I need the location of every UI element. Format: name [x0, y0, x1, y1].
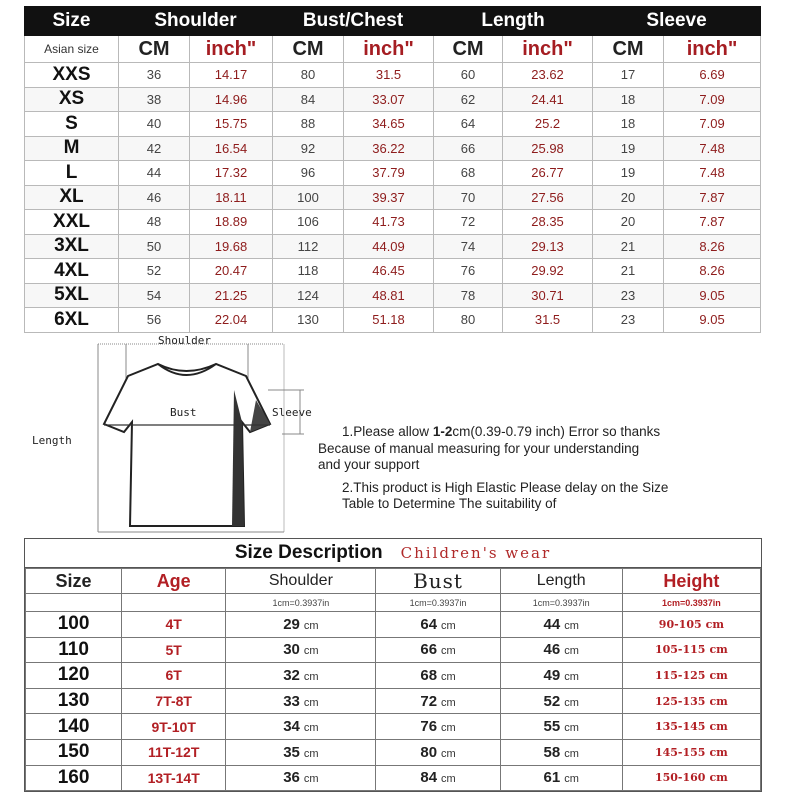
cell-shoulder-in: 22.04	[190, 308, 273, 333]
kids-bust	[376, 637, 500, 663]
kids-shoulder-value: 34	[283, 718, 300, 736]
size-label: 4XL	[25, 259, 119, 284]
cell-shoulder-in: 14.96	[190, 87, 273, 112]
kids-shoulder-unit: cm	[303, 670, 319, 683]
cell-bust-cm: 106	[273, 210, 344, 235]
cell-sleeve-cm: 18	[593, 112, 664, 137]
cell-bust-in: 48.81	[344, 283, 434, 308]
cell-sleeve-cm: 19	[593, 161, 664, 186]
unit-inch: inch"	[190, 36, 273, 63]
cell-bust-in: 46.45	[344, 259, 434, 284]
cell-bust-in: 51.18	[344, 308, 434, 333]
kids-length-value: 46	[543, 641, 561, 659]
kids-size	[26, 765, 122, 791]
kids-height-unit: cm	[709, 643, 728, 657]
size-row	[25, 185, 761, 210]
kids-age-value: 5T	[165, 641, 182, 658]
kids-header-bust: Bust	[376, 569, 500, 594]
adult-table-units	[25, 36, 761, 63]
cell-shoulder-cm: 42	[119, 136, 190, 161]
unit-cm: CM	[593, 36, 664, 63]
cell-shoulder-in: 21.25	[190, 283, 273, 308]
kids-height-value: 125-135	[654, 694, 706, 708]
cell-shoulder-in: 17.32	[190, 161, 273, 186]
kids-height	[622, 688, 760, 714]
cell-length-in: 25.98	[503, 136, 593, 161]
kids-height-unit: cm	[709, 668, 728, 682]
kids-age-value: 4T	[165, 616, 182, 633]
cell-sleeve-cm: 21	[593, 259, 664, 284]
cell-length-in: 28.35	[503, 210, 593, 235]
kids-size-value: 160	[57, 766, 90, 788]
kids-age-value: 13T-14T	[147, 769, 200, 786]
kids-size	[26, 637, 122, 663]
cell-sleeve-in: 8.26	[664, 259, 761, 284]
cell-length-in: 24.41	[503, 87, 593, 112]
adult-table-header	[25, 7, 761, 36]
cell-sleeve-cm: 23	[593, 283, 664, 308]
cell-length-in: 31.5	[503, 308, 593, 333]
kids-age-value: 9T-10T	[151, 718, 196, 735]
cell-bust-cm: 124	[273, 283, 344, 308]
note-1-post: cm(0.39-0.79 inch) Error so thanks	[452, 424, 661, 439]
cell-bust-cm: 100	[273, 185, 344, 210]
kids-size-value: 130	[57, 690, 90, 712]
unit-inch: inch"	[503, 36, 593, 63]
kids-bust-value: 84	[420, 769, 438, 787]
size-row	[25, 259, 761, 284]
size-row	[25, 87, 761, 112]
size-row	[25, 136, 761, 161]
cell-bust-cm: 112	[273, 234, 344, 259]
cell-bust-cm: 88	[273, 112, 344, 137]
kids-shoulder-unit: cm	[303, 747, 319, 760]
size-row	[25, 283, 761, 308]
kids-length	[500, 637, 622, 663]
cell-sleeve-cm: 20	[593, 185, 664, 210]
cell-bust-in: 31.5	[344, 63, 434, 88]
kids-age	[122, 612, 226, 638]
cell-shoulder-cm: 52	[119, 259, 190, 284]
kids-bust	[376, 765, 500, 791]
kids-length	[500, 739, 622, 765]
kids-bust	[376, 612, 500, 638]
header-bust: Bust/Chest	[273, 7, 434, 36]
kids-conv-height: 1cm=0.3937in	[622, 594, 760, 612]
cell-length-cm: 60	[434, 63, 503, 88]
size-row	[25, 161, 761, 186]
kids-header-age: Age	[122, 569, 226, 594]
size-row	[25, 210, 761, 235]
kids-size-row	[26, 714, 761, 740]
kids-length-value: 52	[543, 692, 561, 710]
kids-age	[122, 765, 226, 791]
kids-height	[622, 637, 760, 663]
cell-sleeve-in: 7.87	[664, 185, 761, 210]
kids-shoulder-value: 33	[283, 692, 300, 710]
cell-length-cm: 76	[434, 259, 503, 284]
cell-sleeve-in: 9.05	[664, 283, 761, 308]
kids-length-value: 44	[543, 615, 561, 633]
kids-height-unit: cm	[705, 617, 724, 631]
size-label: XS	[25, 87, 119, 112]
kids-height-unit: cm	[709, 771, 728, 785]
kids-age	[122, 714, 226, 740]
kids-bust-unit: cm	[441, 645, 456, 658]
kids-shoulder-unit: cm	[303, 619, 319, 632]
kids-length	[500, 765, 622, 791]
kids-height-unit: cm	[709, 720, 728, 734]
size-label: 3XL	[25, 234, 119, 259]
kids-height-value: 135-145	[654, 720, 706, 734]
cell-sleeve-in: 7.09	[664, 87, 761, 112]
size-label: XXS	[25, 63, 119, 88]
cell-length-in: 23.62	[503, 63, 593, 88]
children-table-title	[25, 539, 761, 568]
kids-shoulder	[226, 714, 376, 740]
kids-shoulder	[226, 612, 376, 638]
cell-shoulder-in: 18.11	[190, 185, 273, 210]
kids-shoulder-value: 29	[283, 615, 300, 633]
kids-age-value: 11T-12T	[148, 744, 200, 761]
cell-sleeve-in: 6.69	[664, 63, 761, 88]
cell-bust-in: 44.09	[344, 234, 434, 259]
size-label: S	[25, 112, 119, 137]
kids-bust-value: 68	[420, 666, 438, 684]
size-label: M	[25, 136, 119, 161]
kids-size-row	[26, 637, 761, 663]
diagram-bust-label: Bust	[170, 406, 197, 419]
kids-size	[26, 612, 122, 638]
size-row	[25, 63, 761, 88]
kids-conv-bust: 1cm=0.3937in	[376, 594, 500, 612]
unit-cm: CM	[273, 36, 344, 63]
kids-shoulder	[226, 663, 376, 689]
cell-length-in: 26.77	[503, 161, 593, 186]
kids-length-unit: cm	[564, 722, 579, 735]
cell-sleeve-in: 8.26	[664, 234, 761, 259]
cell-shoulder-cm: 50	[119, 234, 190, 259]
cell-shoulder-cm: 56	[119, 308, 190, 333]
cell-sleeve-cm: 17	[593, 63, 664, 88]
kids-age	[122, 688, 226, 714]
kids-size-value: 100	[57, 613, 90, 635]
childrens-wear-subtitle: Children's wear	[400, 544, 552, 562]
kids-shoulder-unit: cm	[303, 773, 319, 786]
kids-header-shoulder: Shoulder	[226, 569, 376, 594]
kids-height	[622, 739, 760, 765]
size-row	[25, 112, 761, 137]
kids-size-row	[26, 612, 761, 638]
cell-length-in: 27.56	[503, 185, 593, 210]
diagram-sleeve-label: Sleeve	[272, 406, 312, 419]
header-sleeve: Sleeve	[593, 7, 761, 36]
cell-bust-cm: 84	[273, 87, 344, 112]
children-table-conversion-row	[26, 594, 761, 612]
cell-length-cm: 64	[434, 112, 503, 137]
kids-length-unit: cm	[564, 747, 579, 760]
cell-bust-in: 34.65	[344, 112, 434, 137]
kids-age-value: 7T-8T	[155, 693, 192, 710]
kids-height-value: 105-115	[654, 643, 706, 657]
kids-length-unit: cm	[564, 696, 579, 709]
size-label: L	[25, 161, 119, 186]
header-length: Length	[434, 7, 593, 36]
cell-sleeve-cm: 18	[593, 87, 664, 112]
kids-shoulder-value: 30	[283, 641, 300, 659]
unit-inch: inch"	[344, 36, 434, 63]
cell-shoulder-cm: 40	[119, 112, 190, 137]
cell-bust-in: 41.73	[344, 210, 434, 235]
size-notes	[318, 424, 778, 513]
kids-size	[26, 739, 122, 765]
kids-length	[500, 663, 622, 689]
cell-length-in: 29.13	[503, 234, 593, 259]
cell-sleeve-in: 7.48	[664, 136, 761, 161]
cell-bust-cm: 80	[273, 63, 344, 88]
kids-header-length: Length	[500, 569, 622, 594]
tshirt-diagram	[24, 330, 344, 535]
header-shoulder: Shoulder	[119, 7, 273, 36]
kids-conv-shoulder: 1cm=0.3937in	[226, 594, 376, 612]
cell-length-cm: 80	[434, 308, 503, 333]
kids-height-unit: cm	[709, 745, 728, 759]
kids-bust-unit: cm	[441, 747, 456, 760]
kids-length-unit: cm	[564, 619, 579, 632]
kids-bust-unit: cm	[441, 696, 456, 709]
kids-shoulder-unit: cm	[303, 696, 319, 709]
cell-shoulder-in: 16.54	[190, 136, 273, 161]
cell-sleeve-cm: 20	[593, 210, 664, 235]
kids-shoulder-value: 36	[283, 769, 300, 787]
size-label: XL	[25, 185, 119, 210]
cell-shoulder-cm: 46	[119, 185, 190, 210]
note-1-bold: 1-2	[432, 424, 453, 439]
note-1-line2: Because of manual measuring for your understanding	[318, 440, 640, 456]
header-size: Size	[25, 7, 119, 36]
cell-shoulder-cm: 48	[119, 210, 190, 235]
cell-shoulder-cm: 38	[119, 87, 190, 112]
cell-sleeve-cm: 21	[593, 234, 664, 259]
size-label: 5XL	[25, 283, 119, 308]
cell-bust-in: 39.37	[344, 185, 434, 210]
kids-height-value: 145-155	[654, 745, 706, 759]
kids-height-value: 115-125	[654, 668, 706, 682]
kids-length	[500, 612, 622, 638]
cell-length-in: 25.2	[503, 112, 593, 137]
cell-shoulder-cm: 44	[119, 161, 190, 186]
adult-size-table	[24, 6, 761, 333]
kids-bust	[376, 739, 500, 765]
kids-length	[500, 688, 622, 714]
cell-length-cm: 68	[434, 161, 503, 186]
cell-shoulder-cm: 36	[119, 63, 190, 88]
cell-bust-cm: 118	[273, 259, 344, 284]
kids-length-unit: cm	[564, 645, 579, 658]
kids-height-value: 90-105	[658, 617, 702, 631]
cell-length-cm: 70	[434, 185, 503, 210]
kids-size-row	[26, 663, 761, 689]
kids-height	[622, 714, 760, 740]
kids-shoulder-value: 35	[283, 743, 300, 761]
kids-size	[26, 688, 122, 714]
cell-shoulder-in: 19.68	[190, 234, 273, 259]
cell-shoulder-in: 14.17	[190, 63, 273, 88]
kids-age	[122, 637, 226, 663]
cell-bust-cm: 96	[273, 161, 344, 186]
cell-sleeve-in: 9.05	[664, 308, 761, 333]
kids-size-row	[26, 765, 761, 791]
cell-sleeve-in: 7.48	[664, 161, 761, 186]
cell-length-cm: 74	[434, 234, 503, 259]
cell-bust-in: 37.79	[344, 161, 434, 186]
kids-shoulder-value: 32	[283, 666, 300, 684]
size-label: XXL	[25, 210, 119, 235]
unit-cm: CM	[119, 36, 190, 63]
cell-shoulder-in: 15.75	[190, 112, 273, 137]
cell-length-in: 30.71	[503, 283, 593, 308]
note-2-line2: Table to Determine The suitability of	[342, 496, 557, 511]
cell-bust-cm: 92	[273, 136, 344, 161]
kids-length-unit: cm	[564, 670, 579, 683]
kids-header-size: Size	[26, 569, 122, 594]
asian-size-label: Asian size	[25, 36, 119, 63]
kids-bust-value: 72	[420, 692, 438, 710]
kids-size-value: 140	[57, 715, 90, 737]
size-label: 6XL	[25, 308, 119, 333]
diagram-shoulder-label: Shoulder	[158, 334, 211, 347]
cell-length-cm: 66	[434, 136, 503, 161]
kids-height-unit: cm	[709, 694, 728, 708]
kids-height	[622, 663, 760, 689]
kids-size-value: 120	[57, 664, 90, 686]
kids-height	[622, 765, 760, 791]
kids-bust	[376, 714, 500, 740]
cell-sleeve-in: 7.87	[664, 210, 761, 235]
tshirt-icon	[24, 330, 344, 535]
children-size-table	[24, 538, 762, 792]
kids-height-value: 150-160	[654, 771, 706, 785]
cell-length-in: 29.92	[503, 259, 593, 284]
cell-sleeve-cm: 19	[593, 136, 664, 161]
children-table-body	[26, 612, 761, 791]
kids-bust-unit: cm	[441, 722, 456, 735]
kids-age-value: 6T	[165, 667, 182, 684]
kids-conv-length: 1cm=0.3937in	[500, 594, 622, 612]
kids-conv-empty	[122, 594, 226, 612]
unit-cm: CM	[434, 36, 503, 63]
children-table-header	[26, 569, 761, 594]
cell-bust-cm: 130	[273, 308, 344, 333]
kids-bust-unit: cm	[441, 619, 456, 632]
kids-size	[26, 663, 122, 689]
cell-shoulder-in: 20.47	[190, 259, 273, 284]
kids-length-value: 49	[543, 666, 561, 684]
kids-shoulder-unit: cm	[303, 722, 319, 735]
size-row	[25, 308, 761, 333]
kids-size-value: 150	[57, 741, 90, 763]
adult-table-body	[25, 63, 761, 333]
kids-height	[622, 612, 760, 638]
cell-sleeve-in: 7.09	[664, 112, 761, 137]
kids-age	[122, 663, 226, 689]
kids-length	[500, 714, 622, 740]
size-row	[25, 234, 761, 259]
cell-length-cm: 62	[434, 87, 503, 112]
note-2-line1: 2.This product is High Elastic Please delay on the Size	[342, 479, 669, 495]
kids-conv-empty	[26, 594, 122, 612]
kids-bust-unit: cm	[441, 670, 456, 683]
cell-bust-in: 36.22	[344, 136, 434, 161]
kids-bust-value: 64	[420, 615, 438, 633]
cell-length-cm: 72	[434, 210, 503, 235]
kids-length-value: 61	[543, 769, 561, 787]
kids-bust	[376, 663, 500, 689]
note-1-line1	[318, 424, 778, 441]
kids-shoulder	[226, 637, 376, 663]
kids-bust-value: 66	[420, 641, 438, 659]
kids-length-value: 58	[543, 743, 561, 761]
cell-bust-in: 33.07	[344, 87, 434, 112]
kids-bust	[376, 688, 500, 714]
kids-shoulder	[226, 739, 376, 765]
kids-bust-value: 76	[420, 718, 438, 736]
kids-shoulder	[226, 688, 376, 714]
cell-shoulder-cm: 54	[119, 283, 190, 308]
cell-length-cm: 78	[434, 283, 503, 308]
cell-shoulder-in: 18.89	[190, 210, 273, 235]
note-1-line3: and your support	[318, 457, 420, 472]
children-table-grid	[25, 568, 761, 791]
kids-shoulder	[226, 765, 376, 791]
kids-bust-unit: cm	[441, 773, 456, 786]
kids-length-unit: cm	[564, 773, 579, 786]
kids-bust-value: 80	[420, 743, 438, 761]
diagram-length-label: Length	[32, 434, 72, 447]
kids-size-value: 110	[58, 638, 89, 660]
cell-sleeve-cm: 23	[593, 308, 664, 333]
note-1-pre: 1.Please allow	[342, 424, 433, 439]
kids-size-row	[26, 739, 761, 765]
unit-inch: inch"	[664, 36, 761, 63]
size-description-title: Size Description	[234, 542, 383, 563]
kids-size	[26, 714, 122, 740]
kids-age	[122, 739, 226, 765]
kids-length-value: 55	[543, 718, 561, 736]
kids-shoulder-unit: cm	[303, 645, 319, 658]
kids-header-height: Height	[622, 569, 760, 594]
kids-size-row	[26, 688, 761, 714]
